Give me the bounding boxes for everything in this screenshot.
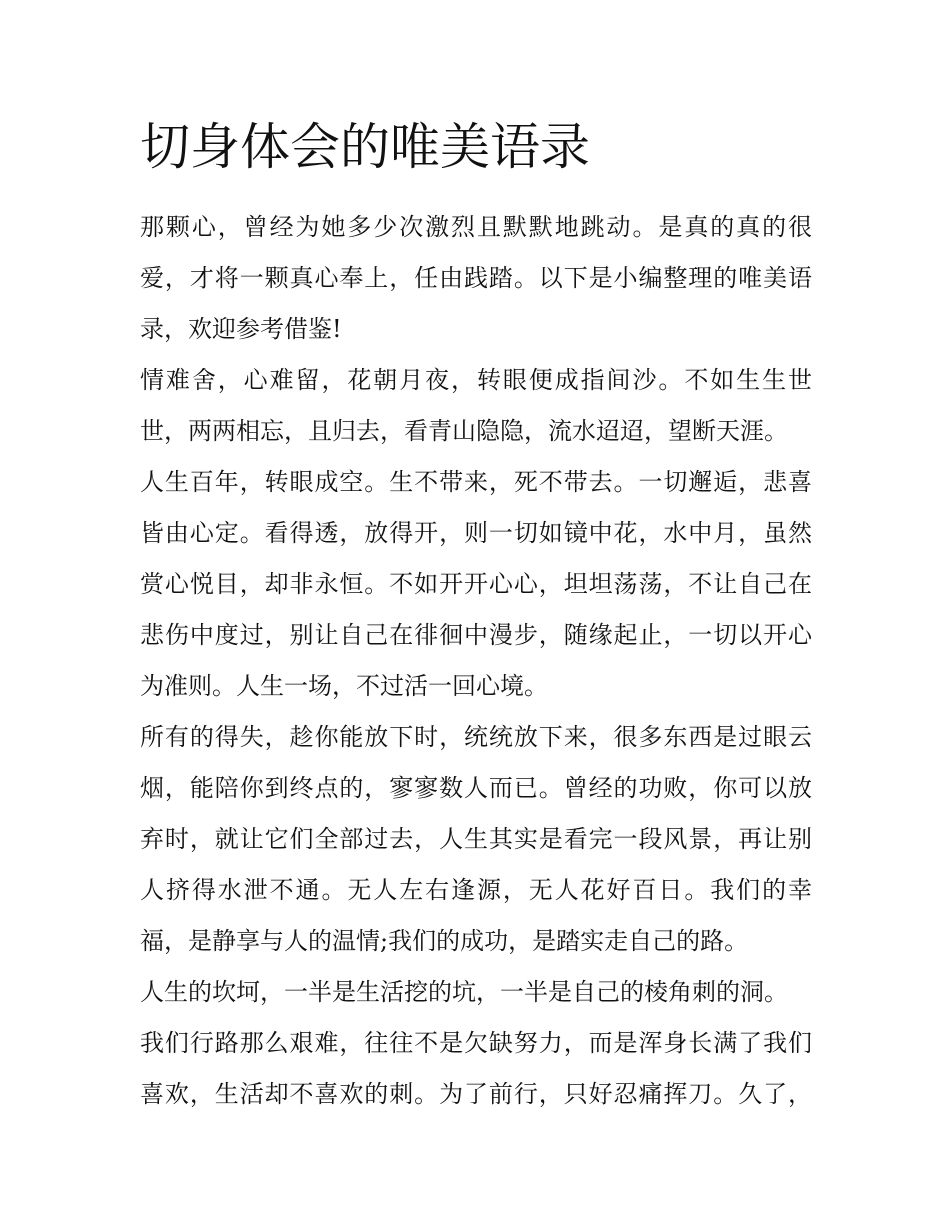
document-body (140, 202, 812, 1120)
text-line: 所有的得失，趁你能放下时，统统放下来，很多东西是过眼云 (140, 723, 812, 751)
text-line: 悲伤中度过，别让自己在徘徊中漫步，随缘起止，一切以开心 (140, 621, 812, 649)
text-line: 人生百年，转眼成空。生不带来，死不带去。一切邂逅，悲喜 (140, 468, 812, 496)
document-title: 切身体会的唯美语录 (140, 118, 590, 176)
text-line: 烟，能陪你到终点的，寥寥数人而已。曾经的功败，你可以放 (140, 774, 812, 802)
text-line: 录，欢迎参考借鉴! (140, 315, 342, 343)
text-line: 为准则。人生一场，不过活一回心境。 (140, 672, 548, 700)
text-line: 我们行路那么艰难，往往不是欠缺努力，而是浑身长满了我们 (140, 1029, 812, 1057)
text-line: 赏心悦目，却非永恒。不如开开心心，坦坦荡荡，不让自己在 (140, 570, 812, 598)
text-line: 爱，才将一颗真心奉上，任由践踏。以下是小编整理的唯美语 (140, 264, 812, 292)
text-line: 福，是静享与人的温情;我们的成功，是踏实走自己的路。 (140, 927, 749, 955)
text-line: 世，两两相忘，且归去，看青山隐隐，流水迢迢，望断天涯。 (140, 417, 788, 445)
text-line: 皆由心定。看得透，放得开，则一切如镜中花，水中月，虽然 (140, 519, 812, 547)
text-line: 那颗心，曾经为她多少次激烈且默默地跳动。是真的真的很 (140, 213, 812, 241)
text-line: 情难舍，心难留，花朝月夜，转眼便成指间沙。不如生生世 (140, 366, 812, 394)
text-line: 人挤得水泄不通。无人左右逢源，无人花好百日。我们的幸 (140, 876, 812, 904)
text-line: 喜欢，生活却不喜欢的刺。为了前行，只好忍痛挥刀。久了， (140, 1080, 812, 1108)
text-line: 弃时，就让它们全部过去，人生其实是看完一段风景，再让别 (140, 825, 812, 853)
text-line: 人生的坎坷，一半是生活挖的坑，一半是自己的棱角刺的洞。 (140, 978, 788, 1006)
